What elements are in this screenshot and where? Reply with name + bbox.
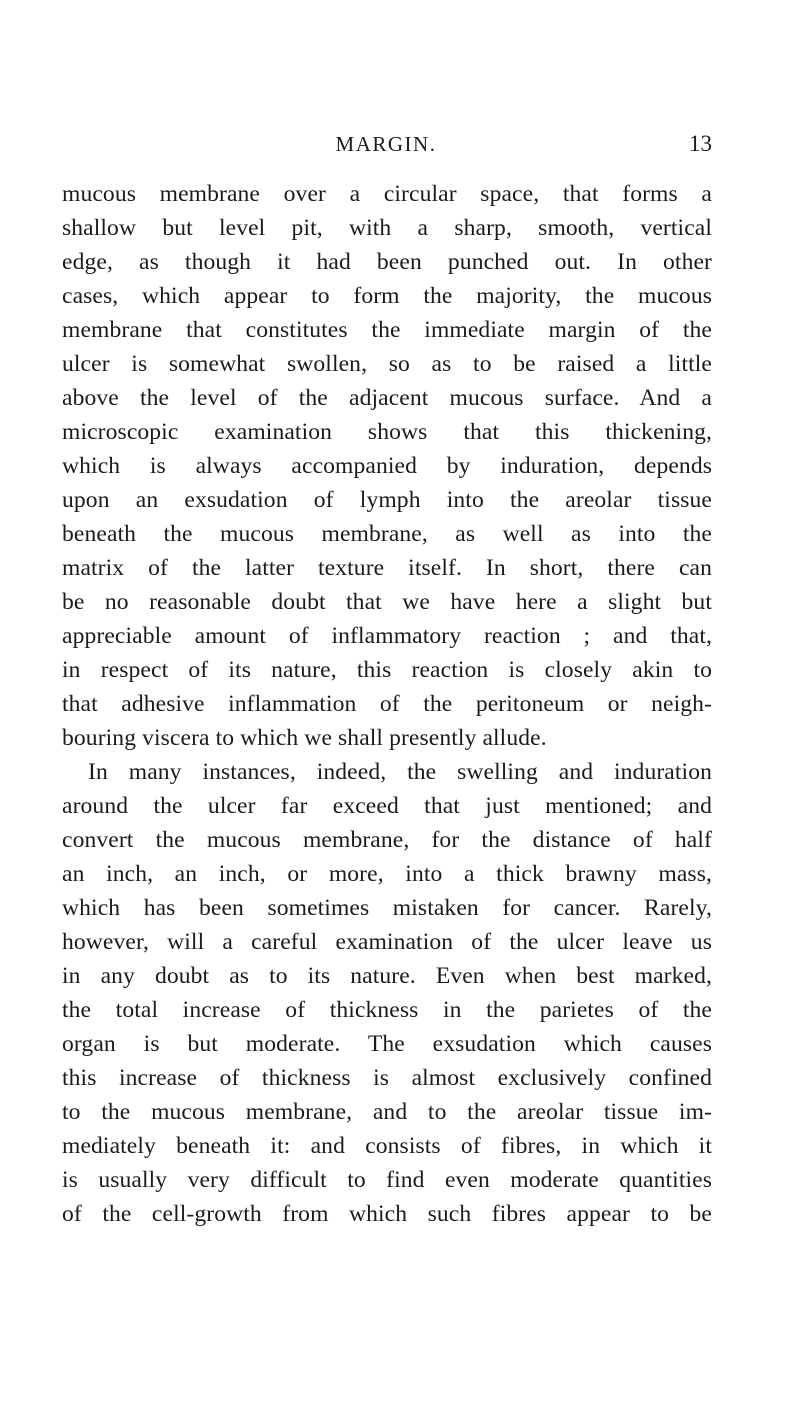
text-line: membrane that constitutes the immediate margin of the xyxy=(62,317,712,343)
text-line: convert the mucous membrane, for the distance of half xyxy=(62,827,712,853)
text-line: which has been sometimes mistaken for cancer. Rarely, xyxy=(62,895,712,921)
text-line: the total increase of thickness in the parietes of the xyxy=(62,997,712,1023)
text-line: upon an exsudation of lymph into the areolar tissue xyxy=(62,487,712,513)
text-line: be no reasonable doubt that we have here a slight but xyxy=(62,589,712,615)
body-text xyxy=(62,177,712,1231)
text-line: of the cell-growth from which such fibres appear to be xyxy=(62,1201,712,1227)
text-line: however, will a careful examination of the ulcer leave us xyxy=(62,929,712,955)
text-line: appreciable amount of inflammatory reaction ; and that, xyxy=(62,623,712,649)
text-line: mucous membrane over a circular space, that forms a xyxy=(62,181,712,207)
text-line: beneath the mucous membrane, as well as into the xyxy=(62,521,712,547)
text-line: is usually very difficult to find even moderate quantities xyxy=(62,1167,712,1193)
running-head xyxy=(60,128,712,160)
text-line: edge, as though it had been punched out. In other xyxy=(62,249,712,275)
text-line: above the level of the adjacent mucous surface. And a xyxy=(62,385,712,411)
text-line: bouring viscera to which we shall presently allude. xyxy=(62,725,547,751)
text-line: an inch, an inch, or more, into a thick brawny mass, xyxy=(62,861,712,887)
text-line: that adhesive inflammation of the peritoneum or neigh- xyxy=(62,691,712,717)
text-line: around the ulcer far exceed that just mentioned; and xyxy=(62,793,712,819)
text-line: ulcer is somewhat swollen, so as to be raised a little xyxy=(62,351,712,377)
text-line: this increase of thickness is almost exclusively confined xyxy=(62,1065,712,1091)
running-title: MARGIN. xyxy=(335,132,437,156)
text-line: microscopic examination shows that this thickening, xyxy=(62,419,712,445)
text-line: matrix of the latter texture itself. In short, there can xyxy=(62,555,712,581)
text-line: cases, which appear to form the majority, the mucous xyxy=(62,283,712,309)
text-line: In many instances, indeed, the swelling and induration xyxy=(88,759,712,785)
text-line: shallow but level pit, with a sharp, smooth, vertical xyxy=(62,215,712,241)
page-number: 13 xyxy=(689,131,712,156)
text-line: organ is but moderate. The exsudation which causes xyxy=(62,1031,712,1057)
text-line: to the mucous membrane, and to the areolar tissue im- xyxy=(62,1099,712,1125)
text-line: which is always accompanied by induration, depends xyxy=(62,453,712,479)
text-line: mediately beneath it: and consists of fibres, in which it xyxy=(62,1133,712,1159)
text-line: in any doubt as to its nature. Even when best marked, xyxy=(62,963,712,989)
text-line: in respect of its nature, this reaction is closely akin to xyxy=(62,657,712,683)
